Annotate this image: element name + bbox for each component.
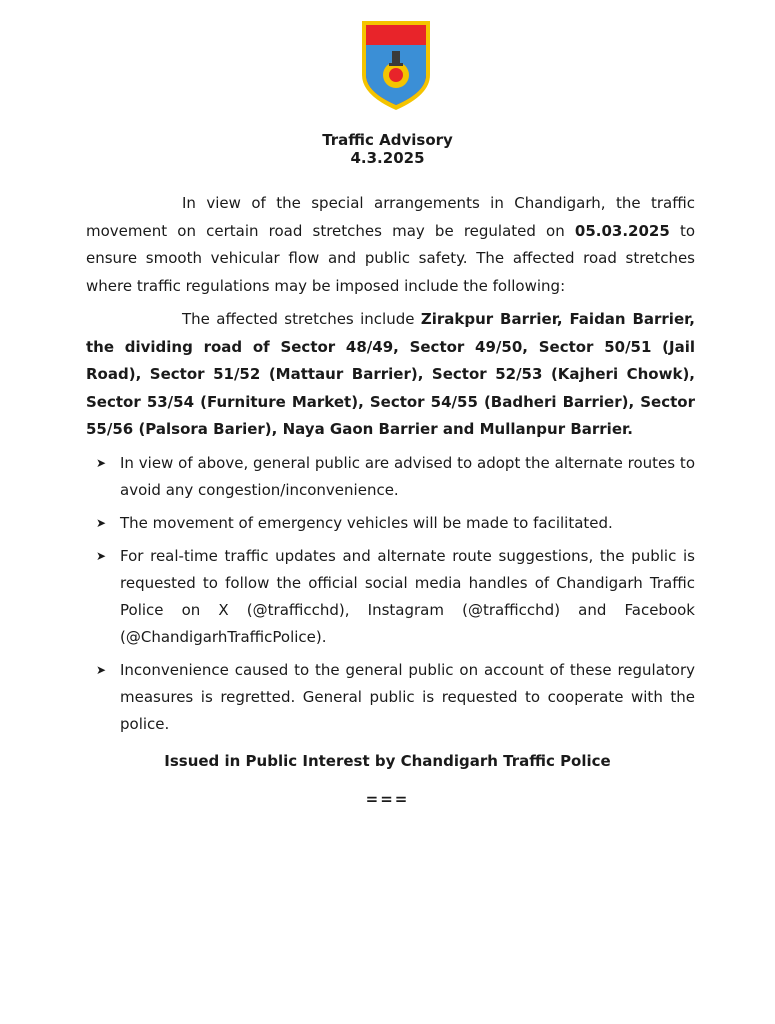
- chandigarh-traffic-police-logo: [358, 17, 434, 113]
- advisory-title: Traffic Advisory: [322, 131, 453, 149]
- intro-text-start: In view of the special arrangements in Chandigarh, the traffic movement on certain road stretches may be regulated on: [86, 194, 695, 240]
- stretches-list: Zirakpur Barrier, Faidan Barrier, the dividing road of Sector 48/49, Sector 49/50, Sector 50/51 (Jail Road), Sector 51/52 (Mattaur Barrier), Sector 52/53 (Kajheri Chowk), Sector 53/54 (Furniture Market), Sector 54/55 (Badheri Barrier), Sector 55/56 (Palsora Barier), Naya Gaon Barrier and Mullanpur Barrier.: [86, 310, 696, 438]
- advisory-bullets: [96, 450, 695, 744]
- bullet-item: [96, 657, 695, 738]
- bullet-item: [96, 510, 695, 537]
- bullet-item: [96, 450, 695, 504]
- stretches-lead: The affected stretches include: [182, 310, 421, 328]
- bullet-text: The movement of emergency vehicles will be made to facilitated.: [120, 514, 613, 532]
- intro-text-end: to ensure smooth vehicular flow and public safety. The affected road stretches where traffic regulations may be imposed include the following:: [86, 221, 696, 295]
- arrow-bullet-icon: ➤: [96, 456, 107, 470]
- arrow-bullet-icon: ➤: [96, 549, 107, 563]
- bullet-item: [96, 543, 695, 651]
- affected-stretches-paragraph: [86, 306, 695, 444]
- intro-paragraph: [86, 190, 695, 300]
- bullet-text: In view of above, general public are advised to adopt the alternate routes to avoid any congestion/inconvenience.: [120, 454, 695, 499]
- arrow-bullet-icon: ➤: [96, 516, 107, 530]
- advisory-date: 4.3.2025: [350, 149, 425, 167]
- bullet-text: For real-time traffic updates and alternate route suggestions, the public is requested to follow the official social media handles of Chandigarh Traffic Police on X (@trafficchd), Instagram (@trafficchd) and Facebook (@ChandigarhTrafficPolice).: [120, 547, 695, 646]
- arrow-bullet-icon: ➤: [96, 663, 107, 677]
- end-separator: ===: [365, 790, 410, 808]
- issued-by-line: Issued in Public Interest by Chandigarh Traffic Police: [164, 752, 611, 770]
- advisory-heading: [0, 131, 775, 167]
- regulation-date: 05.03.2025: [574, 221, 670, 240]
- bullet-text: Inconvenience caused to the general public on account of these regulatory measures is regretted. General public is requested to cooperate with the police.: [120, 661, 695, 733]
